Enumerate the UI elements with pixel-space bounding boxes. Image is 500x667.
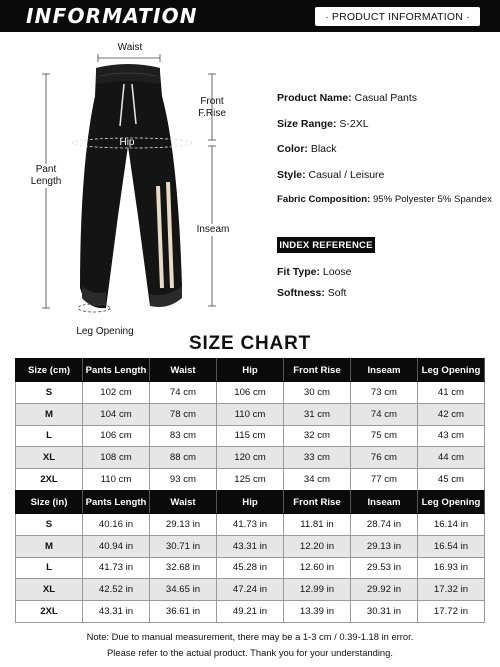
value-cell: 43 cm: [418, 425, 485, 447]
column-header: Waist: [150, 359, 217, 382]
value-cell: 32 cm: [284, 425, 351, 447]
info-row: [277, 169, 500, 195]
size-table-cm: [15, 358, 485, 491]
table-header-row: [16, 491, 485, 514]
info-label: Fabric Composition:: [277, 194, 371, 205]
value-cell: 43.31 in: [83, 601, 150, 623]
value-cell: 75 cm: [351, 425, 418, 447]
table-header-row: [16, 359, 485, 382]
size-cell: L: [16, 425, 83, 447]
value-cell: 40.16 in: [83, 514, 150, 536]
table-row: [16, 557, 485, 579]
value-cell: 34.65 in: [150, 579, 217, 601]
size-cell: M: [16, 403, 83, 425]
column-header: Front Rise: [284, 491, 351, 514]
value-cell: 29.13 in: [351, 535, 418, 557]
column-header: Pants Length: [83, 359, 150, 382]
value-cell: 93 cm: [150, 469, 217, 491]
info-label: Product Name:: [277, 92, 352, 104]
value-cell: 33 cm: [284, 447, 351, 469]
table-row: [16, 535, 485, 557]
info-label: Size Range:: [277, 117, 337, 130]
value-cell: 73 cm: [351, 382, 418, 404]
size-cell: XL: [16, 579, 83, 601]
value-cell: 45 cm: [418, 469, 485, 491]
value-cell: 11.81 in: [284, 514, 351, 536]
value-cell: 16.14 in: [418, 514, 485, 536]
section-subtitle: · PRODUCT INFORMATION ·: [315, 7, 480, 26]
info-row: [277, 92, 500, 118]
value-cell: 43.31 in: [217, 535, 284, 557]
table-row: [16, 469, 485, 491]
info-row: [277, 194, 500, 220]
size-table-in: [15, 490, 485, 623]
value-cell: 40.94 in: [83, 535, 150, 557]
value-cell: 13.39 in: [284, 601, 351, 623]
value-cell: 106 cm: [217, 382, 284, 404]
product-figure: [0, 36, 260, 346]
value-cell: 29.92 in: [351, 579, 418, 601]
size-cell: M: [16, 535, 83, 557]
info-row: [277, 118, 500, 144]
info-value: Soft: [324, 287, 347, 299]
header-bar: [0, 0, 500, 32]
value-cell: 30.71 in: [150, 535, 217, 557]
value-cell: 102 cm: [83, 382, 150, 404]
column-header: Front Rise: [284, 359, 351, 382]
column-header: Leg Opening: [418, 491, 485, 514]
value-cell: 29.53 in: [351, 557, 418, 579]
value-cell: 36.61 in: [150, 601, 217, 623]
value-cell: 104 cm: [83, 403, 150, 425]
value-cell: 16.93 in: [418, 557, 485, 579]
inseam-label: Inseam: [190, 224, 236, 236]
value-cell: 32.68 in: [150, 557, 217, 579]
size-cell: 2XL: [16, 601, 83, 623]
info-value: 95% Polyester 5% Spandex: [370, 194, 492, 205]
leg-opening-label: Leg Opening: [76, 326, 134, 337]
waistband: [96, 64, 160, 84]
value-cell: 16.54 in: [418, 535, 485, 557]
column-header: Size (in): [16, 491, 83, 514]
table-row: [16, 601, 485, 623]
column-header: Waist: [150, 491, 217, 514]
column-header: Hip: [217, 359, 284, 382]
value-cell: 108 cm: [83, 447, 150, 469]
info-value: Casual Pants: [351, 92, 418, 104]
value-cell: 47.24 in: [217, 579, 284, 601]
table-row: [16, 579, 485, 601]
value-cell: 110 cm: [217, 403, 284, 425]
value-cell: 41.73 in: [217, 514, 284, 536]
value-cell: 34 cm: [284, 469, 351, 491]
value-cell: 30.31 in: [351, 601, 418, 623]
info-value: Loose: [319, 266, 352, 278]
value-cell: 74 cm: [150, 382, 217, 404]
value-cell: 17.72 in: [418, 601, 485, 623]
table-row: [16, 514, 485, 536]
value-cell: 45.28 in: [217, 557, 284, 579]
value-cell: 42.52 in: [83, 579, 150, 601]
value-cell: 12.20 in: [284, 535, 351, 557]
front-rise-label: Front F.Rise: [198, 96, 226, 119]
column-header: Inseam: [351, 359, 418, 382]
value-cell: 12.99 in: [284, 579, 351, 601]
size-chart-title: SIZE CHART: [189, 333, 311, 354]
value-cell: 41.73 in: [83, 557, 150, 579]
value-cell: 110 cm: [83, 469, 150, 491]
column-header: Leg Opening: [418, 359, 485, 382]
info-label: Style:: [277, 168, 306, 181]
page-title: INFORMATION: [26, 4, 198, 28]
value-cell: 44 cm: [418, 447, 485, 469]
table-row: [16, 382, 485, 404]
size-cell: S: [16, 514, 83, 536]
value-cell: 83 cm: [150, 425, 217, 447]
waist-label: Waist: [117, 42, 143, 53]
info-label: Softness:: [277, 287, 325, 299]
info-row: [277, 266, 352, 287]
value-cell: 28.74 in: [351, 514, 418, 536]
value-cell: 12.60 in: [284, 557, 351, 579]
value-cell: 88 cm: [150, 447, 217, 469]
value-cell: 41 cm: [418, 382, 485, 404]
index-info: [277, 266, 352, 308]
note-line-2: Please refer to the actual product. Thank you for your understanding.: [107, 647, 393, 658]
table-row: [16, 403, 485, 425]
info-label: Color:: [277, 143, 308, 155]
column-header: Size (cm): [16, 359, 83, 382]
value-cell: 76 cm: [351, 447, 418, 469]
value-cell: 106 cm: [83, 425, 150, 447]
table-row: [16, 447, 485, 469]
info-row: [277, 287, 352, 308]
value-cell: 49.21 in: [217, 601, 284, 623]
value-cell: 77 cm: [351, 469, 418, 491]
info-label: Fit Type:: [277, 266, 320, 278]
size-cell: 2XL: [16, 469, 83, 491]
column-header: Inseam: [351, 491, 418, 514]
value-cell: 17.32 in: [418, 579, 485, 601]
value-cell: 74 cm: [351, 403, 418, 425]
size-cell: XL: [16, 447, 83, 469]
value-cell: 31 cm: [284, 403, 351, 425]
info-row: [277, 143, 500, 169]
value-cell: 120 cm: [217, 447, 284, 469]
pant-length-label: Pant Length: [24, 164, 68, 188]
info-value: S-2XL: [336, 117, 369, 130]
info-value: Casual / Leisure: [305, 168, 385, 181]
pants-illustration: [0, 36, 260, 346]
hip-label: Hip: [119, 137, 135, 148]
info-value: Black: [307, 143, 337, 155]
size-cell: S: [16, 382, 83, 404]
index-reference-badge: INDEX REFERENCE: [277, 237, 375, 253]
column-header: Hip: [217, 491, 284, 514]
product-info: [277, 92, 500, 220]
value-cell: 78 cm: [150, 403, 217, 425]
value-cell: 115 cm: [217, 425, 284, 447]
value-cell: 29.13 in: [150, 514, 217, 536]
value-cell: 30 cm: [284, 382, 351, 404]
column-header: Pants Length: [83, 491, 150, 514]
value-cell: 125 cm: [217, 469, 284, 491]
value-cell: 42 cm: [418, 403, 485, 425]
note-line-1: Note: Due to manual measurement, there may be a 1-3 cm / 0.39-1.18 in error.: [86, 631, 414, 642]
table-row: [16, 425, 485, 447]
size-cell: L: [16, 557, 83, 579]
